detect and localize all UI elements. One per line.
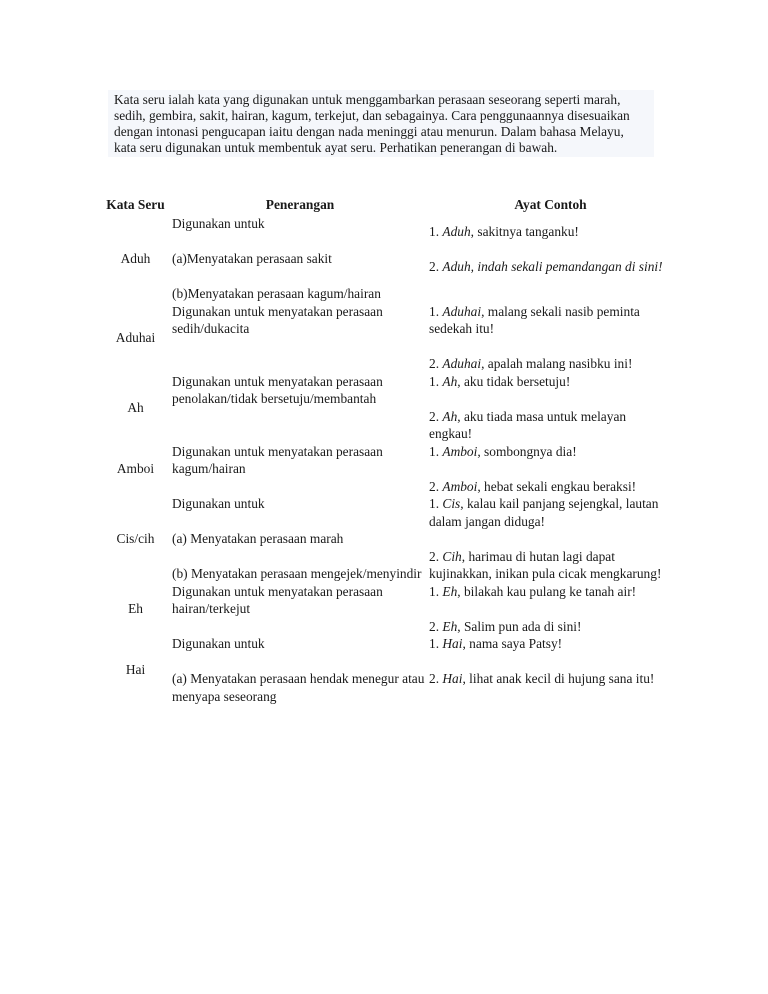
- penerangan-cell: [171, 443, 429, 496]
- example-kata-seru: Hai: [442, 636, 463, 651]
- penerangan-line: (a)Menyatakan perasaan sakit: [172, 251, 332, 266]
- ayat-contoh-cell: [429, 443, 672, 496]
- penerangan-line: Digunakan untuk menyatakan perasaan hairan/terkejut: [172, 583, 383, 616]
- table-row: [100, 373, 672, 443]
- penerangan-cell: [171, 495, 429, 583]
- table-row: [100, 495, 672, 583]
- header-kata-seru: Kata Seru: [106, 197, 165, 213]
- example-rest: , lihat anak kecil di hujung sana itu!: [462, 671, 655, 686]
- ayat-contoh-cell: [429, 583, 672, 636]
- penerangan-cell: [171, 635, 429, 705]
- ayat-contoh-1: [429, 223, 672, 241]
- ayat-contoh-1: [429, 373, 672, 391]
- example-kata-seru: Eh: [442, 583, 458, 599]
- example-rest: , aku tidak bersetuju!: [457, 373, 571, 389]
- example-rest: , bilakah kau pulang ke tanah air!: [457, 583, 637, 599]
- kata-seru-word: Hai: [125, 662, 146, 678]
- example-rest: , kalau kail panjang sejengkal, lautan dalam jangan diduga!: [429, 496, 659, 529]
- table-row: [100, 583, 672, 636]
- example-kata-seru: Ah: [442, 373, 458, 389]
- example-kata-seru: Aduh, indah sekali pemandangan di sini!: [442, 259, 663, 274]
- example-kata-seru: Hai: [442, 671, 463, 686]
- example-rest: , Salim pun ada di sini!: [457, 618, 582, 634]
- ayat-contoh-1: [429, 303, 672, 338]
- table-row: [100, 443, 672, 496]
- example-number: 2.: [429, 671, 443, 686]
- example-number: 1.: [429, 224, 443, 239]
- ayat-contoh-cell: [429, 495, 672, 583]
- penerangan-cell: [171, 303, 429, 373]
- penerangan-cell: [171, 583, 429, 636]
- example-kata-seru: Ah: [442, 408, 458, 424]
- example-rest: , aku tiada masa untuk melayan engkau!: [429, 408, 627, 441]
- ayat-contoh-1: [429, 635, 672, 653]
- example-number: 1.: [429, 583, 443, 599]
- example-kata-seru: Aduhai: [442, 303, 482, 319]
- ayat-contoh-2: [429, 408, 672, 443]
- example-number: 1.: [429, 636, 443, 651]
- ayat-contoh-2: [429, 478, 672, 496]
- example-rest: , sakitnya tanganku!: [470, 224, 579, 239]
- kata-seru-word: Aduh: [120, 251, 151, 266]
- example-kata-seru: Cis: [442, 496, 461, 511]
- penerangan-line: (a) Menyatakan perasaan marah: [172, 531, 344, 546]
- ayat-contoh-2: [429, 258, 672, 276]
- penerangan-line: Digunakan untuk: [172, 636, 265, 651]
- ayat-contoh-2: [429, 618, 672, 636]
- example-kata-seru: Aduh: [442, 224, 471, 239]
- penerangan-line: Digunakan untuk: [172, 496, 265, 511]
- penerangan-line: Digunakan untuk menyatakan perasaan penolakan/tidak bersetuju/membantah: [172, 373, 383, 406]
- example-kata-seru: Amboi: [442, 443, 478, 459]
- ayat-contoh-cell: [429, 635, 672, 705]
- example-rest: , harimau di hutan lagi dapat kujinakkan, inikan pula cicak mengkarung!: [429, 548, 662, 581]
- example-kata-seru: Eh: [442, 618, 458, 634]
- ayat-contoh-2: [429, 548, 672, 583]
- example-number: 1.: [429, 303, 443, 319]
- example-rest: , malang sekali nasib peminta sedekah itu!: [429, 303, 640, 336]
- example-number: 2.: [429, 548, 443, 564]
- ayat-contoh-1: [429, 495, 672, 530]
- penerangan-cell: [171, 215, 429, 303]
- example-number: 1.: [429, 496, 443, 511]
- intro-paragraph: Kata seru ialah kata yang digunakan untuk menggambarkan perasaan seseorang seperti marah, sedih, gembira, sakit, hairan, kagum, terkejut, dan sebagainya. Cara penggunaannya disesuaikan dengan intonasi pengucapan iaitu dengan nada meninggi atau menurun. Dalam bahasa Melayu, kata seru digunakan untuk membentuk ayat seru. Perhatikan penerangan di bawah.: [108, 90, 654, 157]
- example-number: 2.: [429, 259, 443, 274]
- example-rest: , hebat sekali engkau beraksi!: [477, 478, 637, 494]
- penerangan-line: Digunakan untuk menyatakan perasaan kagum/hairan: [172, 443, 383, 476]
- table-header-row: [100, 196, 672, 215]
- example-rest: , nama saya Patsy!: [462, 636, 563, 651]
- example-number: 2.: [429, 478, 443, 494]
- kata-seru-table: [100, 196, 672, 705]
- table-row: [100, 303, 672, 373]
- kata-seru-word: Aduhai: [115, 329, 156, 345]
- kata-seru-word: Cis/cih: [116, 531, 155, 546]
- example-number: 1.: [429, 373, 443, 389]
- kata-seru-word: Eh: [128, 601, 143, 616]
- ayat-contoh-1: [429, 443, 672, 461]
- example-kata-seru: Amboi: [442, 478, 478, 494]
- penerangan-line: (b)Menyatakan perasaan kagum/hairan: [172, 286, 381, 301]
- ayat-contoh-cell: [429, 303, 672, 373]
- table-row: [100, 635, 672, 705]
- example-kata-seru: Cih: [442, 548, 462, 564]
- example-rest: , sombongnya dia!: [477, 443, 577, 459]
- penerangan-line: Digunakan untuk menyatakan perasaan sedih/dukacita: [172, 303, 383, 336]
- example-number: 1.: [429, 443, 443, 459]
- ayat-contoh-cell: [429, 373, 672, 443]
- example-number: 2.: [429, 618, 443, 634]
- penerangan-cell: [171, 373, 429, 443]
- header-penerangan: Penerangan: [265, 197, 335, 213]
- header-ayat-contoh: Ayat Contoh: [514, 197, 587, 213]
- example-number: 2.: [429, 408, 443, 424]
- kata-seru-word: Ah: [127, 399, 144, 415]
- ayat-contoh-2: [429, 355, 672, 373]
- example-number: 2.: [429, 356, 443, 371]
- kata-seru-word: Amboi: [116, 461, 155, 476]
- example-kata-seru: Aduhai: [442, 356, 482, 371]
- penerangan-line: (a) Menyatakan perasaan hendak menegur atau menyapa seseorang: [172, 671, 425, 704]
- ayat-contoh-1: [429, 583, 672, 601]
- example-rest: , apalah malang nasibku ini!: [481, 356, 633, 371]
- ayat-contoh-cell: [429, 215, 672, 303]
- table-row: [100, 215, 672, 303]
- penerangan-line: Digunakan untuk: [172, 216, 265, 231]
- penerangan-line: (b) Menyatakan perasaan mengejek/menyindir: [172, 566, 422, 581]
- ayat-contoh-2: [429, 670, 672, 688]
